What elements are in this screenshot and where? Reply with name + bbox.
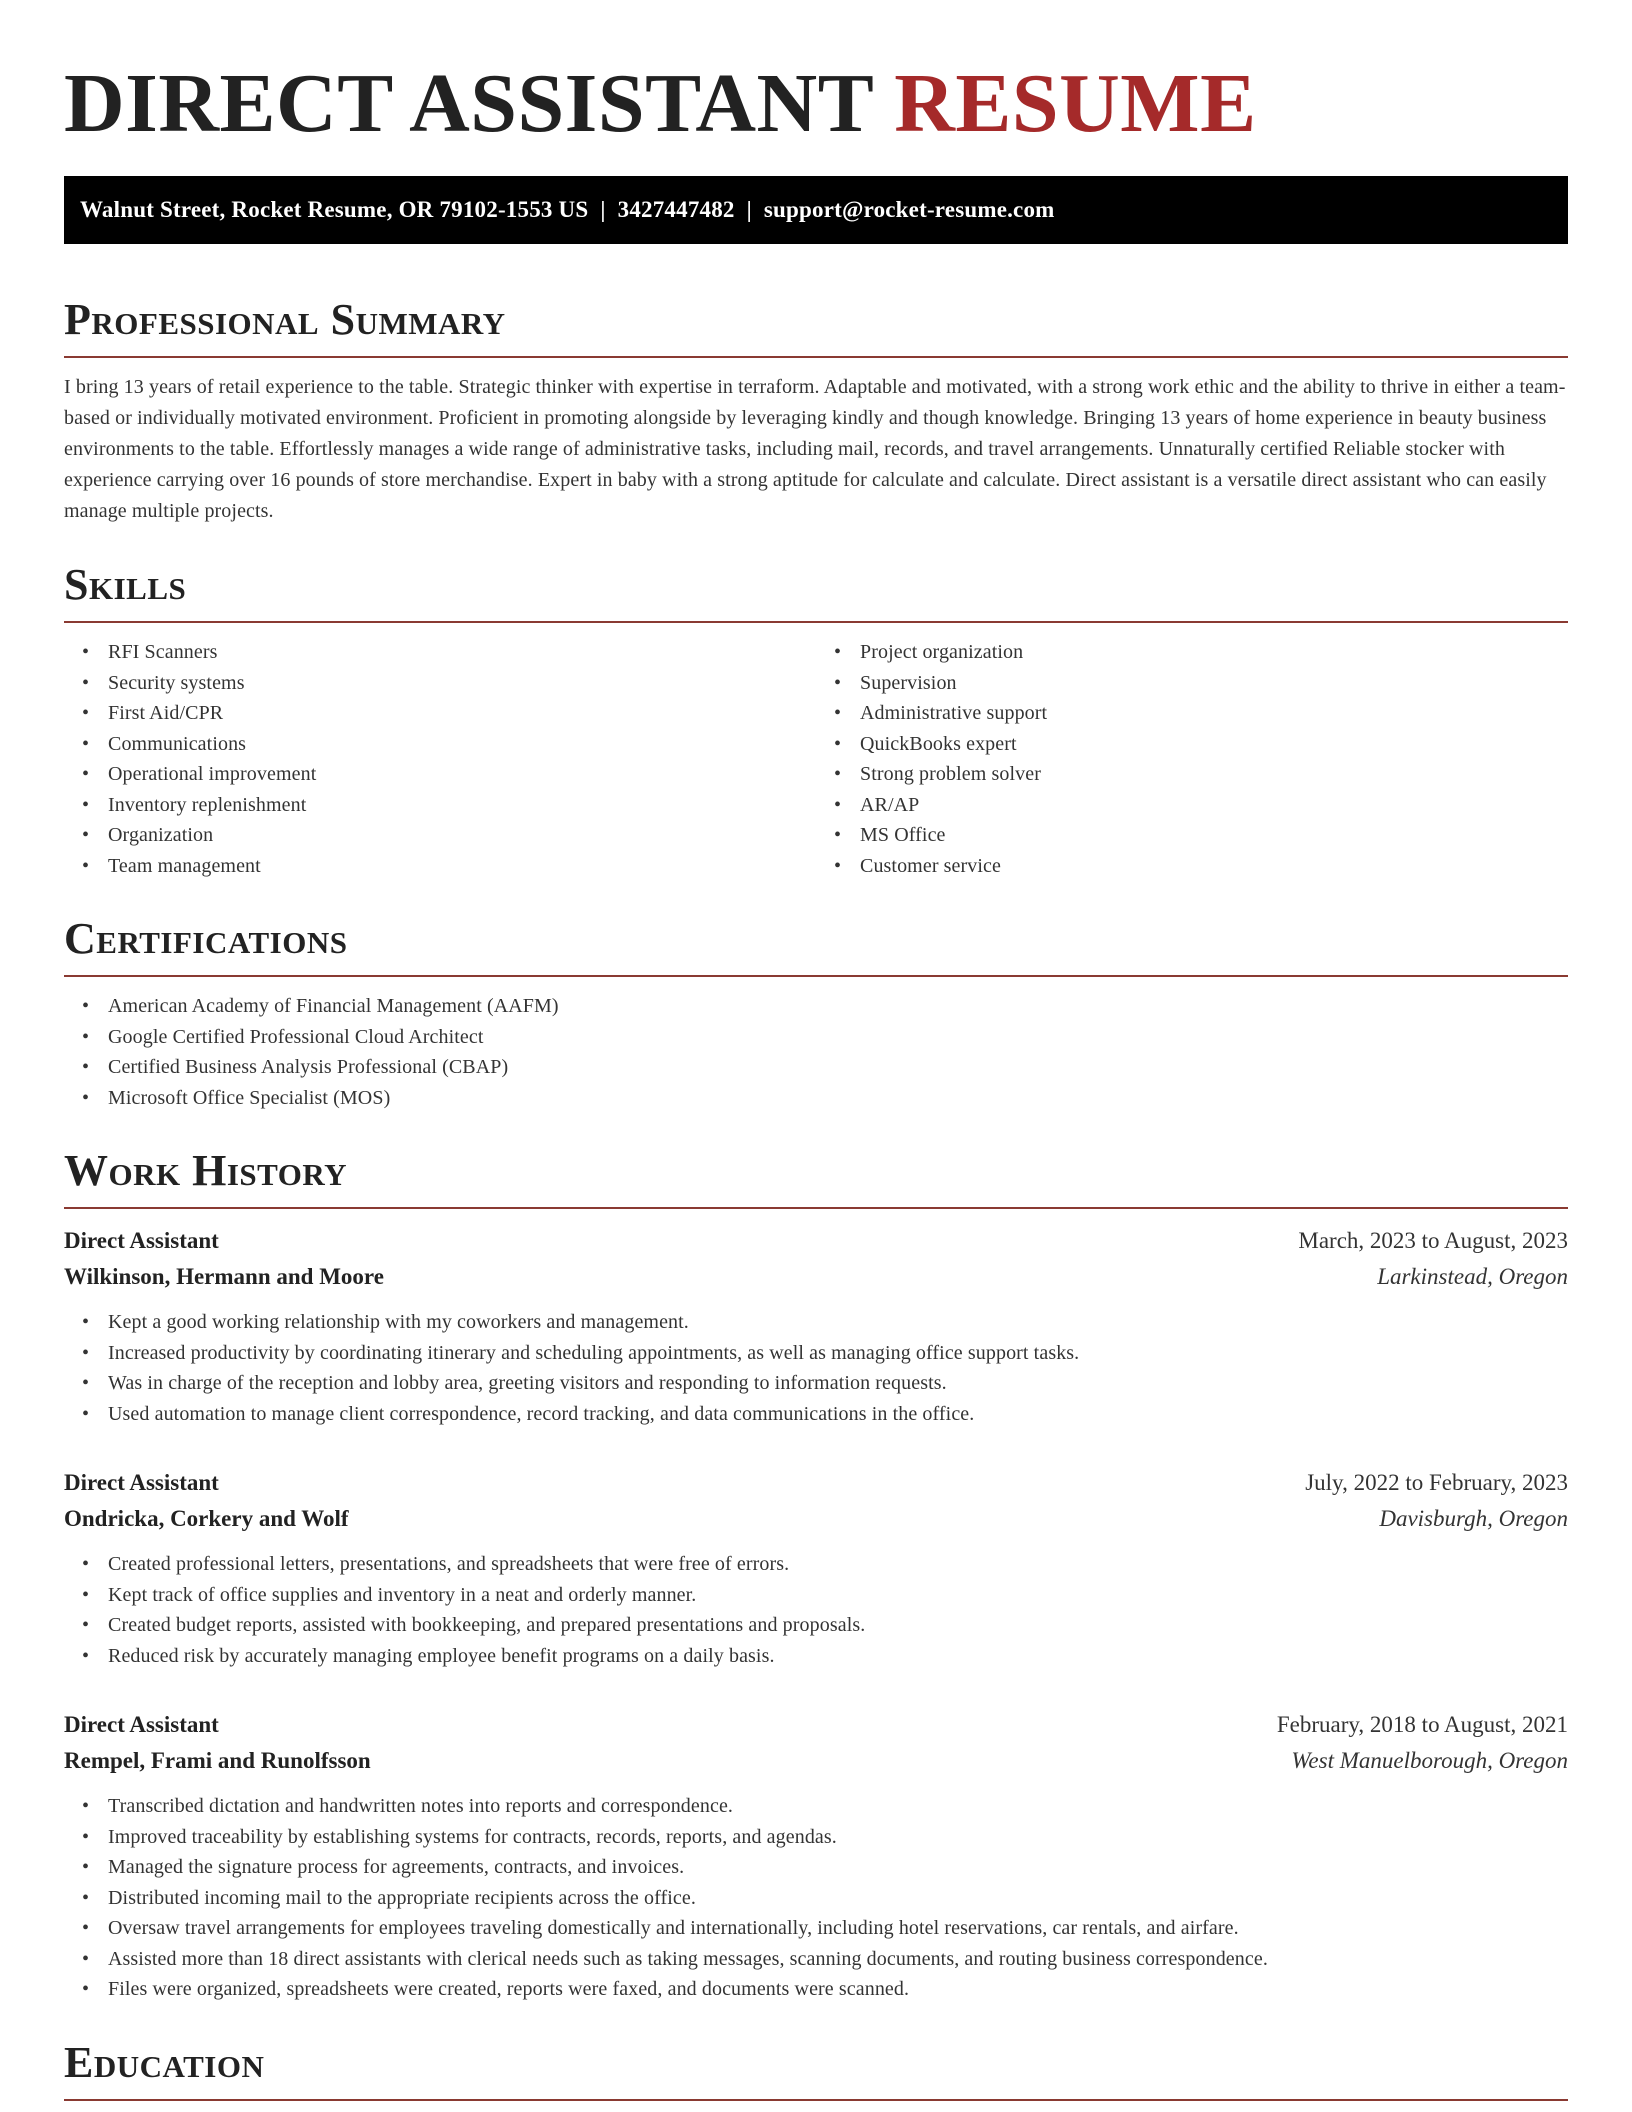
skill-item: • Organization	[108, 820, 816, 851]
job-company: Ondricka, Corkery and Wolf	[64, 1506, 349, 1531]
section-divider	[64, 1207, 1568, 1209]
contact-separator: |	[600, 197, 606, 222]
section-divider	[64, 356, 1568, 358]
job-dates: February, 2018 to August, 2021	[1276, 1712, 1568, 1737]
skill-item: • First Aid/CPR	[108, 698, 816, 729]
job-title: Direct Assistant	[64, 1712, 219, 1737]
job-bullets	[64, 1549, 1568, 1671]
skills-grid	[64, 637, 1568, 881]
job-bullet: • Kept track of office supplies and inventory in a neat and orderly manner.	[108, 1580, 1568, 1611]
skill-item: • Operational improvement	[108, 759, 816, 790]
job-subheader-row	[64, 1743, 1568, 1779]
job-bullets	[64, 1791, 1568, 2005]
job-location: Larkinstead, Oregon	[1377, 1264, 1568, 1289]
skill-item: • Project organization	[860, 637, 1568, 668]
job-bullet: • Kept a good working relationship with my coworkers and management.	[108, 1307, 1568, 1338]
title-accent: RESUME	[894, 57, 1257, 150]
skills-list-left	[64, 637, 816, 881]
education-heading: Education	[64, 2037, 265, 2087]
certification-item: • American Academy of Financial Management (AAFM)	[108, 991, 1568, 1022]
skill-item: • Strong problem solver	[860, 759, 1568, 790]
job-bullet: • Improved traceability by establishing systems for contracts, records, reports, and agendas.	[108, 1822, 1568, 1853]
job-bullet: • Assisted more than 18 direct assistants with clerical needs such as taking messages, scanning documents, and routing business correspondence.	[108, 1944, 1568, 1975]
job-bullet: • Increased productivity by coordinating itinerary and scheduling appointments, as well as managing office support tasks.	[108, 1338, 1568, 1369]
job-bullet: • Oversaw travel arrangements for employees traveling domestically and internationally, including hotel reservations, car rentals, and airfare.	[108, 1913, 1568, 1944]
skills-heading: Skills	[64, 560, 187, 609]
education-section	[64, 2033, 1568, 2101]
job-header-row	[64, 1707, 1568, 1743]
skill-item: • AR/AP	[860, 790, 1568, 821]
summary-heading: Professional Summary	[64, 295, 506, 344]
resume-title	[64, 0, 1568, 176]
certifications-list	[64, 991, 1568, 1113]
job-title: Direct Assistant	[64, 1228, 219, 1253]
skill-item: • Supervision	[860, 668, 1568, 699]
job-bullet: • Distributed incoming mail to the appropriate recipients across the office.	[108, 1883, 1568, 1914]
job-bullet: • Transcribed dictation and handwritten notes into reports and correspondence.	[108, 1791, 1568, 1822]
summary-text: I bring 13 years of retail experience to the table. Strategic thinker with expertise in terraform. Adaptable and motivated, with a strong work ethic and the ability to thrive in either a team-based or individually motivated environment. Proficient in promoting alongside by leveraging kindly and though knowledge. Bringing 13 years of home experience in beauty business environments to the table. Effortlessly manages a wide range of administrative tasks, including mail, records, and travel arrangements. Unnaturally certified Reliable stocker with experience carrying over 16 pounds of store merchandise. Expert in baby with a strong aptitude for calculate and calculate. Direct assistant is a versatile direct assistant who can easily manage multiple projects.	[64, 376, 1566, 522]
job-entry	[64, 1465, 1568, 1671]
section-divider	[64, 975, 1568, 977]
job-bullet: • Used automation to manage client correspondence, record tracking, and data communications in the office.	[108, 1399, 1568, 1430]
skill-item: • Inventory replenishment	[108, 790, 816, 821]
skill-item: • Security systems	[108, 668, 816, 699]
certifications-section	[64, 909, 1568, 1113]
skill-item: • Administrative support	[860, 698, 1568, 729]
job-bullet: • Created professional letters, presentations, and spreadsheets that were free of errors.	[108, 1549, 1568, 1580]
contact-bar	[64, 176, 1568, 244]
job-bullet: • Reduced risk by accurately managing employee benefit programs on a daily basis.	[108, 1641, 1568, 1672]
summary-section	[64, 290, 1568, 527]
job-location: West Manuelborough, Oregon	[1291, 1748, 1568, 1773]
job-bullets	[64, 1307, 1568, 1429]
certification-item: • Microsoft Office Specialist (MOS)	[108, 1083, 1568, 1114]
certifications-heading: Certifications	[64, 914, 348, 963]
skill-item: • RFI Scanners	[108, 637, 816, 668]
skills-section	[64, 555, 1568, 881]
job-company: Rempel, Frami and Runolfsson	[64, 1748, 371, 1773]
job-bullet: • Was in charge of the reception and lobby area, greeting visitors and responding to information requests.	[108, 1368, 1568, 1399]
work-history-section	[64, 1141, 1568, 2005]
title-main: DIRECT ASSISTANT	[64, 57, 873, 150]
skill-item: • Communications	[108, 729, 816, 760]
contact-phone[interactable]: 3427447482	[617, 197, 735, 222]
job-bullet: • Managed the signature process for agreements, contracts, and invoices.	[108, 1852, 1568, 1883]
work-history-heading: Work History	[64, 1146, 348, 1195]
job-subheader-row	[64, 1501, 1568, 1537]
certification-item: • Certified Business Analysis Professional (CBAP)	[108, 1052, 1568, 1083]
job-company: Wilkinson, Hermann and Moore	[64, 1264, 384, 1289]
contact-email[interactable]: support@rocket-resume.com	[763, 197, 1055, 222]
section-divider	[64, 2099, 1568, 2101]
skills-list-right	[816, 637, 1568, 881]
job-entry	[64, 1223, 1568, 1429]
job-location: Davisburgh, Oregon	[1379, 1506, 1568, 1531]
job-bullet: • Files were organized, spreadsheets were created, reports were faxed, and documents were scanned.	[108, 1974, 1568, 2005]
job-bullet: • Created budget reports, assisted with bookkeeping, and prepared presentations and proposals.	[108, 1610, 1568, 1641]
skill-item: • Team management	[108, 851, 816, 882]
job-title: Direct Assistant	[64, 1470, 219, 1495]
job-entry	[64, 1707, 1568, 2005]
job-header-row	[64, 1223, 1568, 1259]
skill-item: • MS Office	[860, 820, 1568, 851]
certification-item: • Google Certified Professional Cloud Architect	[108, 1022, 1568, 1053]
contact-separator: |	[746, 197, 752, 222]
section-divider	[64, 621, 1568, 623]
job-subheader-row	[64, 1259, 1568, 1295]
job-dates: July, 2022 to February, 2023	[1305, 1470, 1568, 1495]
skill-item: • QuickBooks expert	[860, 729, 1568, 760]
skill-item: • Customer service	[860, 851, 1568, 882]
contact-address: Walnut Street, Rocket Resume, OR 79102-1553 US	[80, 197, 589, 222]
job-header-row	[64, 1465, 1568, 1501]
job-dates: March, 2023 to August, 2023	[1298, 1228, 1568, 1253]
